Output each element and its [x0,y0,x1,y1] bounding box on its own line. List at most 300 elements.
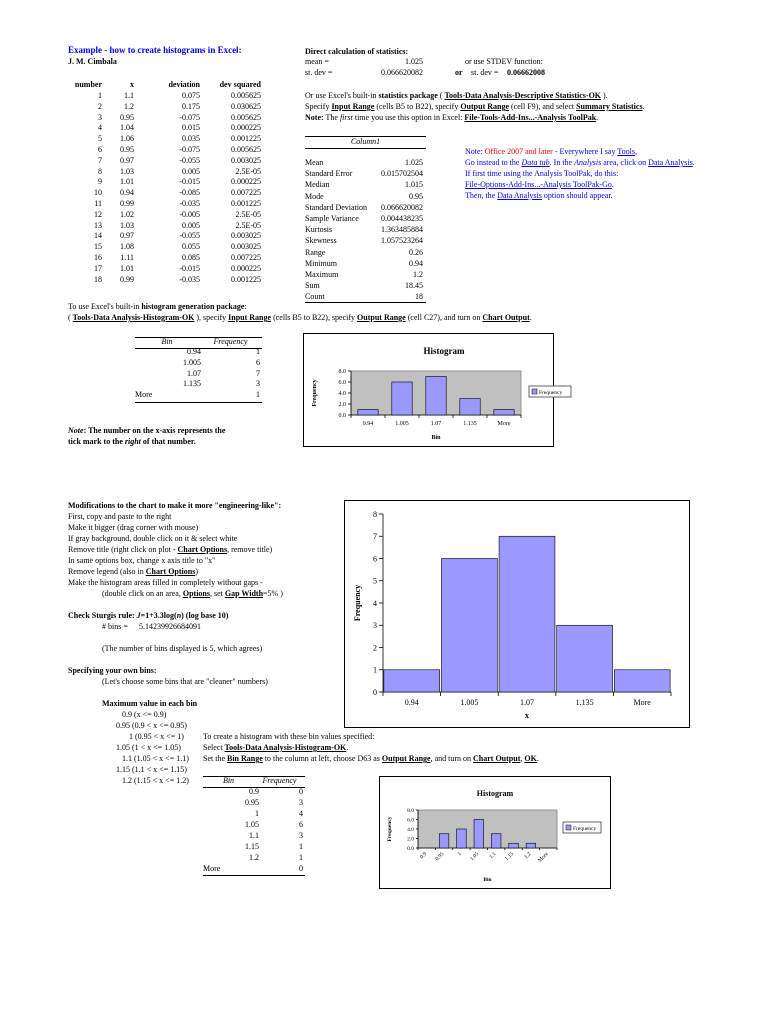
bin-2-value: 1.05 [245,820,259,829]
table-cell: 0.055 [182,242,200,252]
create-line-2 [203,743,348,753]
hist-pkg-line-2 [68,313,532,323]
or-label: or [455,68,463,77]
table-cell: 0.000225 [231,123,261,133]
y-tick-label: 4.0 [407,826,414,833]
output-range-label-3: Output Range [381,754,431,763]
mods-6-end: ) [195,567,198,576]
bin-table-2-bottom-rule [203,875,305,876]
histogram-bar [384,670,440,692]
x-axis-label: x [525,711,529,720]
bin-table-2-header-frequency: Frequency [262,776,297,785]
mean-label: mean = [305,57,329,66]
own-bin-range: (0.9 < x <= 0.95) [132,721,187,730]
y-axis-label: Frequency [387,816,393,842]
output-range-label: Output Range [460,102,510,111]
x-tick-label: 0.95 [434,851,446,863]
table-cell: 0.94 [120,188,134,198]
x-tick-label: 1.005 [395,421,409,427]
chart-output-label: Chart Output [482,313,530,322]
table-cell: 0.005 [182,166,200,176]
stats-label: Range [305,247,326,257]
table-cell: 0.97 [120,155,134,165]
y-tick-label: 7 [373,532,377,542]
stats-label: Kurtosis [305,225,333,235]
stats-value: 0.004438235 [381,214,423,223]
sturgis-note: (The number of bins displayed is 5, which agrees) [102,644,263,653]
table-cell: 0.003025 [231,242,261,252]
own-bin-item [122,754,189,764]
bin-1-frequency: 1 [256,390,260,400]
table-cell: 11 [94,199,102,208]
bin-1-value: 1.135 [183,379,201,389]
builtin-line-3-text: The [323,113,340,122]
legend-label: Frequency [573,826,597,832]
table-cell: 0.95 [120,145,134,154]
table-cell: 1.04 [120,123,134,133]
mods-line-6 [68,567,198,577]
builtin-line-3 [305,113,598,123]
x-tick-label: 1.07 [430,421,442,427]
office-note-line-2 [465,158,695,168]
builtin-line-2-end: . [642,102,645,111]
own-bin-value: 1 [129,732,133,741]
table-cell: 2.5E-05 [235,220,261,230]
own-bin-range: (0.95 < x <= 1) [135,732,184,741]
table-cell: 7 [98,155,102,165]
table-cell: 0.075 [182,91,200,100]
x-axis-label: Bin [483,877,492,883]
own-bin-value: 1.15 [116,765,130,774]
table-header-2: deviation [168,80,200,89]
create-3-text-3: , and turn on [430,754,474,763]
builtin-line-2-text-2: (cells B5 to B22), specify [374,102,461,111]
xaxis-note-label: Note [68,426,84,435]
histogram-bar [526,843,536,848]
table-cell: 4 [98,123,102,133]
y-tick-label: 4 [373,598,377,608]
output-range-label-2: Output Range [357,313,406,322]
hist-pkg-2-text-2: ), specify [194,313,229,322]
bin-1-frequency: 3 [256,379,260,389]
mods-4-end: , remove title) [227,545,273,554]
x-tick-label: 1.2 [523,851,533,861]
stats-value: 1.025 [405,158,423,167]
y-tick-label: 1 [373,665,377,675]
x-tick-label: 1.135 [463,421,477,427]
histogram-bar [392,382,412,415]
page-title [68,45,242,55]
direct-calc-heading: Direct calculation of statistics: [305,47,409,56]
bin-range-label: Bin Range [227,754,263,763]
hist-pkg-colon: : [244,302,247,311]
stats-label: Standard Error [305,169,353,179]
table-cell: 0.95 [120,112,134,122]
bin-table-1-header-bin: Bin [161,337,173,346]
own-bin-range: (1.1 < x <= 1.15) [132,765,187,774]
table-cell: -0.035 [179,199,200,208]
stats-label: Maximum [305,270,339,279]
bin-2-frequency: 3 [299,798,303,807]
table-cell: 5 [98,134,102,144]
table-cell: 1.2 [124,101,134,111]
bin-2-value: 0.95 [245,798,259,807]
analysis-word: Analysis [574,158,602,167]
mods-line-3: If gray background, double click on it & select white [68,534,238,543]
max-value-heading: Maximum value in each bin [102,699,198,708]
bin-table-1-bottom-rule [135,402,262,403]
builtin-line-1 [305,91,608,101]
x-tick-label: 0.94 [362,421,374,427]
table-cell: 0.003025 [231,155,261,165]
chart-output-label-2: Chart Output [473,754,521,763]
stats-value: 0.26 [409,247,423,257]
table-cell: 0.001225 [231,134,261,144]
create-line-3 [203,754,539,764]
sturgis-formula: =1+3.3log( [140,611,177,620]
legend-label: Frequency [539,390,563,396]
first-emphasis: first [339,113,353,122]
mods-heading: Modifications to the chart to make it more "engineering-like": [68,501,282,510]
bin-1-frequency: 1 [256,347,260,356]
table-cell: 1.1 [124,91,134,100]
table-cell: 1.01 [120,263,134,273]
ok-label: OK [524,754,537,763]
x-tick-label: 1.15 [503,851,515,863]
stats-label: Mode [305,191,324,201]
bins-count-label: # bins = [102,622,128,631]
y-tick-label: 6.0 [407,817,414,824]
page-title-colon: : [238,45,242,55]
x-tick-label: 1.1 [488,851,498,861]
own-bin-item [122,710,166,720]
y-tick-label: 6 [373,554,377,564]
x-tick-label: 1.05 [469,851,481,863]
office-note-5-text-2: option should appear. [541,191,613,200]
hist-pkg-label: histogram generation package [141,302,245,311]
descriptive-stats-menu-path: Tools-Data Analysis-Descriptive Statistics-OK [444,91,602,100]
stats-label: Standard Deviation [305,202,367,212]
office-note-comma: , [635,147,637,156]
histogram-bar [474,820,484,849]
own-bins-sub: (Let's choose some bins that are "cleaner" numbers) [102,677,268,686]
hist-pkg-text: To use Excel's built-in [68,302,142,311]
chart-title: Histogram [476,789,514,798]
bin-2-value: 1.15 [245,842,259,851]
own-bin-value: 0.95 [116,721,130,730]
mods-line-8 [102,589,283,599]
bin-2-value: 1.2 [249,853,259,862]
create-2-text: Select [203,743,225,752]
table-cell: 0.001225 [231,274,261,284]
stats-label: Sum [305,281,320,291]
right-emphasis: right [124,437,141,446]
histogram-chart-3[interactable] [379,776,611,889]
stats-label: Median [305,180,330,190]
histogram-bar [557,625,613,692]
table-cell: -0.055 [179,231,200,241]
bin-2-frequency: 4 [299,809,303,818]
bin-2-value: 0.9 [249,787,259,796]
bin-2-value: More [203,864,221,873]
own-bin-range: (1 < x <= 1.05) [132,743,181,752]
hist-pkg-2-end: . [529,313,532,322]
create-3-text: Set the [203,754,227,763]
table-cell: 13 [94,220,102,230]
table-cell: -0.085 [179,188,200,198]
y-tick-label: 2.0 [338,402,346,409]
own-bin-item [122,776,189,786]
stdev2-label: st. dev = [471,68,499,77]
table-cell: -0.035 [179,274,200,284]
office-note-2-text-2: . In the [549,158,575,167]
x-tick-label: More [537,851,550,864]
mods-line-5: In same options box, change x axis title to "x" [68,556,216,565]
stats-label: Mean [305,158,324,167]
builtin-line-1-paren: ( [437,91,445,100]
table-cell: 0.000225 [231,177,261,187]
chart-options-label-2: Chart Options [145,567,196,576]
builtin-line-2 [305,102,645,112]
histogram-menu-path-2: Tools-Data Analysis-Histogram-OK [224,743,347,752]
own-bin-value: 1.05 [116,743,130,752]
y-tick-label: 5 [373,576,377,586]
table-cell: 8 [98,166,102,176]
table-cell: 3 [98,112,102,122]
table-cell: 0.005625 [231,91,261,100]
table-cell: 0.015 [182,123,200,133]
chart-options-label: Chart Options [177,545,228,554]
mods-line-7: Make the histogram areas filled in completely without gaps - [68,578,263,587]
stdev-function-note: or use STDEV function: [465,57,543,66]
stats-value: 0.015702504 [381,169,423,179]
stats-header-rule [305,148,426,149]
builtin-stats-package-label: statistics package [378,91,438,100]
histogram-bar [358,410,378,416]
stats-value: 18 [415,292,423,302]
xaxis-note-line-2 [68,437,196,447]
stats-label: Skewness [305,236,337,246]
table-cell: 18 [94,274,102,284]
office-note-2-end: . [692,158,695,167]
table-cell: 0.005 [182,220,200,230]
hist-pkg-2-text-4: (cell C27), and turn on [405,313,483,322]
table-cell: -0.005 [179,209,200,219]
bin-1-value: More [135,390,153,400]
builtin-line-3-end: . [596,113,599,122]
own-bin-value: 0.9 [122,710,132,719]
mods-line-1: First, copy and paste to the right [68,512,172,521]
bin-2-value: 1.1 [249,831,259,840]
x-tick-label: 1.07 [520,698,534,707]
sturgis-heading-text: Check Sturgis rule: [68,611,137,620]
chart-title: Histogram [423,346,465,356]
hist-pkg-2-text: ( [68,313,73,322]
table-cell: 1.08 [120,242,134,252]
data-analysis-word-2: Data Analysis [497,191,542,200]
own-bins-heading: Specifying your own bins: [68,666,157,675]
bin-1-frequency: 7 [256,368,260,378]
own-bin-item [116,765,187,775]
own-bin-item [116,721,187,731]
y-tick-label: 2 [373,643,377,653]
histogram-bar [491,834,501,848]
own-bin-item [129,732,184,742]
stats-value: 0.94 [409,258,423,268]
xaxis-note-line-1 [68,426,225,436]
summary-statistics-label: Summary Statistics [576,102,643,111]
table-cell: 9 [98,177,102,187]
stdev-value: 0.066620082 [381,68,423,77]
stats-value: 0.066620082 [381,202,423,212]
y-tick-label: 8.0 [407,807,414,814]
bin-2-frequency: 6 [299,820,303,829]
sturgis-heading [68,611,228,621]
hist-pkg-2-text-3: (cells B5 to B22), specify [271,313,358,322]
table-cell: 0.99 [120,274,134,284]
mods-line-4 [68,545,272,555]
mods-8-text-2: , set [209,589,225,598]
stdev-label: st. dev = [305,68,333,77]
histogram-bar [509,843,519,848]
x-tick-label: More [633,698,651,707]
bin-1-value: 1.07 [187,368,201,378]
office-note-text: - Everywhere I say [552,147,618,156]
office-note-4-end: . [611,180,614,189]
table-cell: 15 [94,242,102,252]
legend-swatch [566,825,571,830]
page-title-text: Example - how to create histograms in Excel [68,45,239,55]
own-bin-range: (x <= 0.9) [134,710,167,719]
table-cell: 2.5E-05 [235,209,261,219]
builtin-line-1-text: Or use Excel's built-in [305,91,379,100]
office-note-line-3: If first time using the Analysis ToolPak, do this: [465,169,619,178]
own-bin-value: 1.1 [122,754,132,763]
bin-table-2-header-bin: Bin [222,776,235,785]
builtin-line-2-text-3: (cell F9), and select [509,102,577,111]
office-note-prefix: Note: [465,147,485,156]
histogram-chart-1[interactable] [303,333,563,447]
table-cell: -0.075 [179,145,200,154]
table-cell: 0.085 [182,253,200,262]
table-cell: 1 [98,91,102,100]
builtin-line-3-text-2: time you use this option in Excel: [352,113,465,122]
x-tick-label: 0.9 [418,851,429,861]
table-cell: 0.007225 [231,253,261,262]
sturgis-n: n [176,611,182,620]
office-note-line-5 [465,191,613,201]
x-tick-label: 1.135 [575,698,594,707]
table-cell: 10 [94,188,102,198]
table-cell: -0.055 [179,155,200,165]
stats-label: Minimum [305,258,338,268]
office-note-2-text: Go instead to the [465,158,522,167]
create-3-comma: , [520,754,525,763]
table-cell: 1.01 [120,177,134,187]
bin-2-frequency: 1 [299,842,303,851]
stats-label: Count [305,292,325,302]
bin-2-frequency: 0 [299,864,303,873]
options-label: Options [182,589,210,598]
x-tick-label: 1 [456,851,463,858]
histogram-bar [439,834,449,848]
histogram-bar [441,559,497,693]
data-analysis-word: Data Analysis [648,158,693,167]
data-tab-word: Data tab [521,158,550,167]
analysis-toolpak-path: File-Tools-Add-Ins...-Analysis ToolPak [464,113,597,122]
own-bin-item [116,743,181,753]
table-cell: 0.97 [120,231,134,241]
histogram-chart-2-svg [345,501,689,727]
table-cell: 2 [98,101,102,111]
table-cell: 14 [94,231,102,241]
table-cell: 0.005625 [231,112,261,122]
mods-8-text: (double click on an area, [102,589,183,598]
note-label: Note: [305,113,324,122]
stats-column-header: Column1 [350,137,381,146]
bin-table-1-header-frequency: Frequency [213,337,248,346]
table-cell: 0.99 [120,199,134,208]
y-tick-label: 8 [373,509,377,519]
stats-value: 1.2 [413,270,423,279]
mods-4-text: Remove title (right click on plot - [68,545,178,554]
y-tick-label: 8.0 [338,369,346,376]
gap-width-label: Gap Width [224,589,264,598]
x-tick-label: More [497,421,511,427]
y-tick-label: 6.0 [338,380,346,387]
xaxis-note-2-end: of that number. [140,437,196,446]
stats-value: 1.057523264 [381,236,423,246]
stats-value: 1.015 [405,180,423,190]
table-cell: 1.03 [120,166,134,176]
histogram-chart-3-svg [380,777,610,888]
x-axis-label: Bin [431,435,441,441]
table-cell: 6 [98,145,102,154]
table-cell: 1.06 [120,134,134,144]
hist-pkg-line-1 [68,302,247,312]
stats-value: 18.45 [405,281,423,291]
y-axis-label: Frequency [312,379,318,407]
legend-swatch [532,389,537,394]
own-bin-value: 1.2 [122,776,132,785]
stats-bottom-rule [305,302,426,303]
table-cell: 1.02 [120,209,134,219]
y-tick-label: 0.0 [407,845,414,852]
x-tick-label: 1.005 [460,698,479,707]
mods-6-text: Remove legend (also in [68,567,146,576]
table-cell: 2.5E-05 [235,166,261,176]
office-note-line-1 [465,147,637,157]
histogram-chart-2[interactable] [344,500,690,728]
office-note-line-4 [465,180,614,190]
tools-word: Tools [617,147,635,156]
table-cell: 0.030625 [231,101,261,111]
y-tick-label: 0.0 [338,413,346,420]
table-header-1: x [130,80,134,89]
bin-2-value: 1 [255,809,259,818]
bins-count-value: 5.14239926684091 [139,622,201,631]
stdev2-value: 0.06662008 [507,68,545,77]
bin-1-value: 0.94 [187,347,201,356]
create-3-end: . [536,754,539,763]
office-note-5-text: Then, the [465,191,498,200]
histogram-bar [499,536,555,692]
histogram-bar [614,670,670,692]
bin-1-frequency: 6 [256,357,260,367]
y-tick-label: 0 [373,687,377,697]
table-cell: 16 [94,253,102,262]
mods-line-2: Make it bigger (drag corner with mouse) [68,523,199,532]
